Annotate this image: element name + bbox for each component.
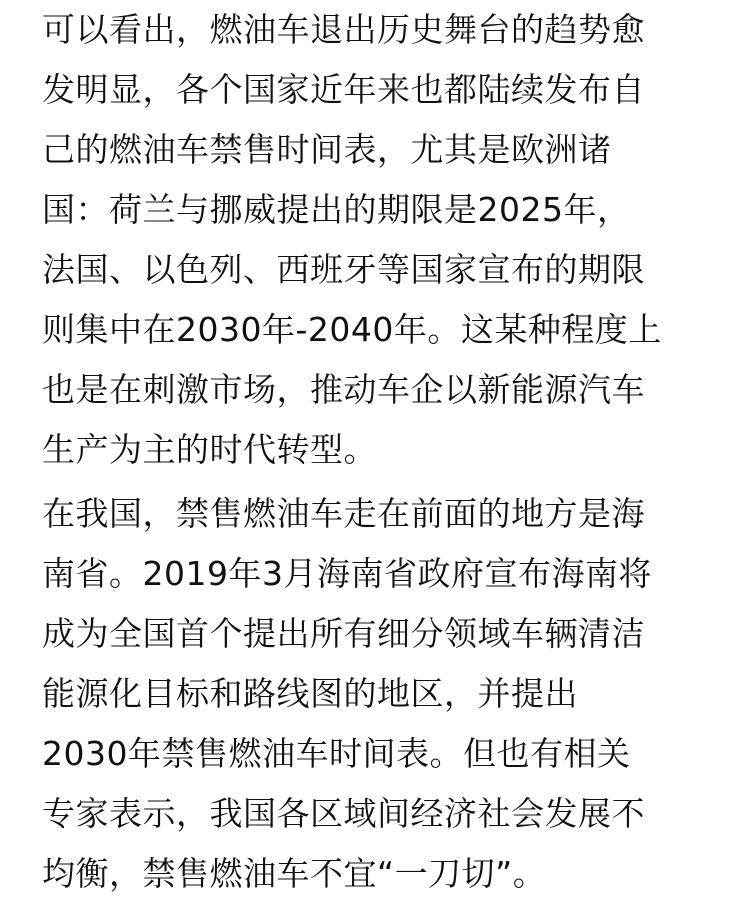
text-line: 能源化目标和路线图的地区，并提出: [42, 674, 578, 713]
text-line: 己的燃油车禁售时间表，尤其是欧洲诸: [42, 130, 612, 169]
text-line: 发明显，各个国家近年来也都陆续发布自: [42, 70, 645, 109]
text-line: 在我国，禁售燃油车走在前面的地方是海: [42, 494, 645, 533]
text-line: 法国、以色列、西班牙等国家宣布的期限: [42, 250, 645, 289]
text-line: 也是在刺激市场，推动车企以新能源汽车: [42, 370, 645, 409]
text-line: 专家表示，我国各区域间经济社会发展不: [42, 794, 645, 833]
text-line: 可以看出，燃油车退出历史舞台的趋势愈: [42, 10, 645, 49]
text-line: 则集中在2030年-2040年。这某种程度上: [42, 310, 662, 349]
text-line: 2030年禁售燃油车时间表。但也有相关: [42, 734, 631, 773]
text-line: 成为全国首个提出所有细分领域车辆清洁: [42, 614, 645, 653]
text-line: 均衡，禁售燃油车不宜“一刀切”。: [42, 854, 547, 893]
text-line: 南省。2019年3月海南省政府宣布海南将: [42, 554, 652, 593]
paragraph-2: [42, 484, 710, 904]
paragraph-1: [42, 0, 710, 480]
text-line: 国：荷兰与挪威提出的期限是2025年，: [42, 190, 631, 229]
text-line: 生产为主的时代转型。: [42, 430, 377, 469]
